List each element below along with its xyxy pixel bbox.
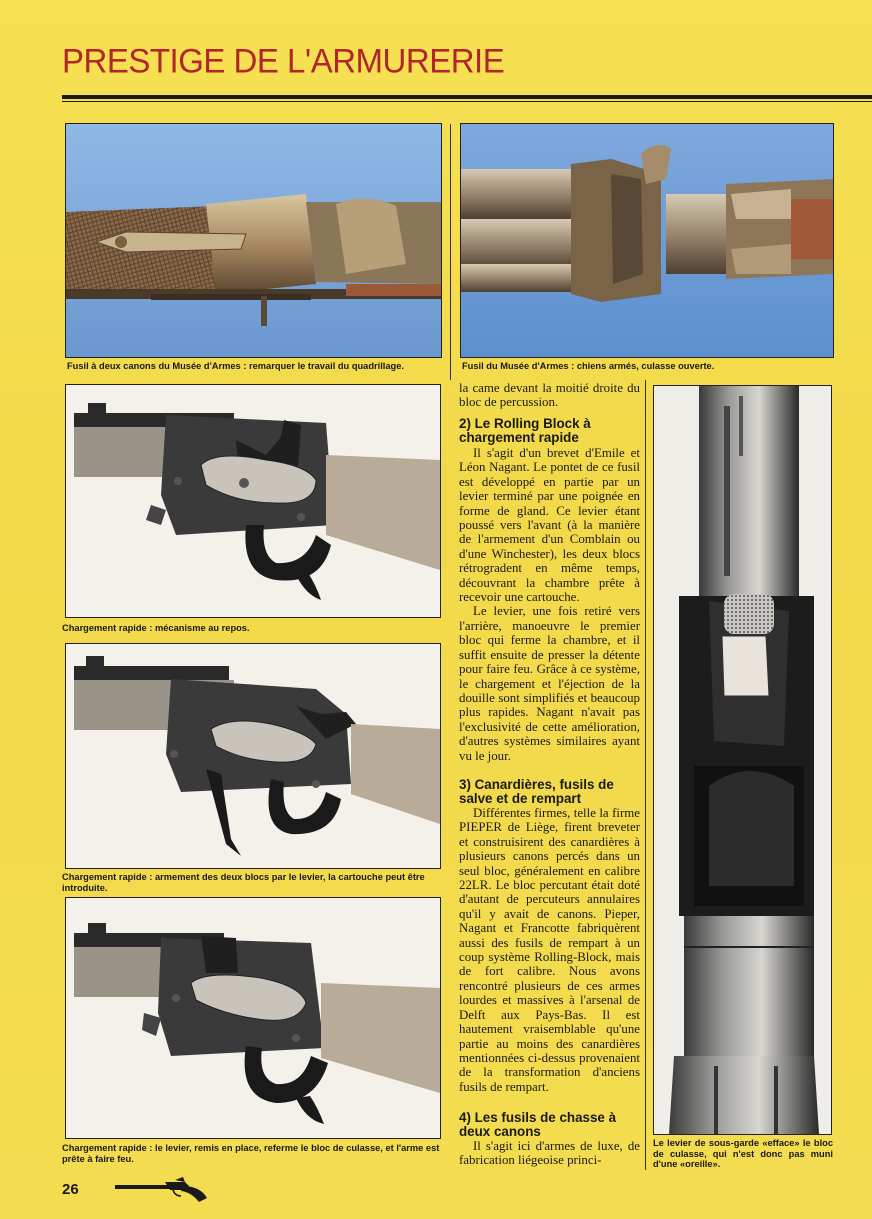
photo-caption: Fusil du Musée d'Armes : chiens armés, culasse ouverte. <box>462 361 715 371</box>
photo-double-barrel-gun <box>65 123 442 358</box>
photo-caption: Chargement rapide : armement des deux blocs par le levier, la cartouche peut être introduite. <box>62 872 425 893</box>
photo-open-breech-gun <box>460 123 834 358</box>
article-section-2 <box>459 446 640 763</box>
column-divider <box>645 380 646 1170</box>
photo-rolling-block-closed <box>65 897 441 1139</box>
photo-caption: Chargement rapide : mécanisme au repos. <box>62 623 250 633</box>
paragraph: Le levier, une fois retiré vers l'arrière, manoeuvre le premier bloc qui ferme la chambre, et il suffit ensuite de presser la détente pour faire feu. Grâce à ce système, le chargement et l'éjection de la douille sont simplifiés et beaucoup plus rapides. Nagant n'avait pas l'exclusivité de cette amélioration, d'autres systèmes similaires ayant vu le jour. <box>459 604 640 763</box>
pistol-icon <box>115 1176 210 1209</box>
photo-caption: Fusil à deux canons du Musée d'Armes : remarquer le travail du quadrillage. <box>67 361 404 371</box>
article-section-4 <box>459 1139 640 1168</box>
photo-rolling-block-cocked <box>65 643 441 869</box>
photo-caption: Chargement rapide : le levier, remis en place, referme le bloc de culasse, et l'arme est prête à faire feu. <box>62 1143 440 1164</box>
section-heading: 2) Le Rolling Block à chargement rapide <box>459 416 591 445</box>
article-section-3 <box>459 806 640 1094</box>
page-title: PRESTIGE DE L'ARMURERIE <box>62 41 505 80</box>
paragraph: Il s'agit d'un brevet d'Emile et Léon Nagant. Le pontet de ce fusil est développé en partie par un levier terminé par une poignée en forme de gland. Ce levier étant poussé vers l'avant (à la manière de l'armement d'un Comblain ou d'une Winchester), les deux blocs rétrogradent en même temps, découvrant la chambre prête à recevoir une cartouche. <box>459 446 640 605</box>
photo-rolling-block-rest <box>65 384 441 618</box>
article-intro <box>459 381 640 410</box>
section-heading: 4) Les fusils de chasse à deux canons <box>459 1110 617 1139</box>
section-heading: 3) Canardières, fusils de salve et de rempart <box>459 777 614 806</box>
page-number: 26 <box>62 1181 79 1198</box>
photo-caption: Le levier de sous-garde «efface» le bloc de culasse, qui n'est donc pas muni d'une «oreille». <box>653 1138 833 1169</box>
photo-underlever-breech <box>653 385 832 1135</box>
paragraph: Il s'agit ici d'armes de luxe, de fabrication liégeoise princi- <box>459 1139 640 1168</box>
column-divider <box>450 124 451 380</box>
paragraph: Différentes firmes, telle la firme PIEPER de Liège, firent breveter et construisirent des canardières à plusieurs canons percés dans un seul bloc, généralement en calibre 22LR. Le bloc percutant était doté d'autant de percuteurs annulaires qu'il y avait de canons. Pieper, Nagant et Francotte fabriquèrent aussi des fusils de rempart à un coup système Rolling-Block, mais de fort calibre. Nous avons rencontré plusieurs de ces armes lourdes et massives à l'arsenal de Delft aux Pays-Bas. Il est hautement vraisemblable qu'une partie au moins des canardières mentionnées ci-dessus provenaient de la transformation d'anciens fusils de rempart. <box>459 806 640 1094</box>
paragraph: la came devant la moitié droite du bloc de percussion. <box>459 381 640 410</box>
header-rule <box>62 95 872 99</box>
header-rule-thin <box>62 101 872 102</box>
